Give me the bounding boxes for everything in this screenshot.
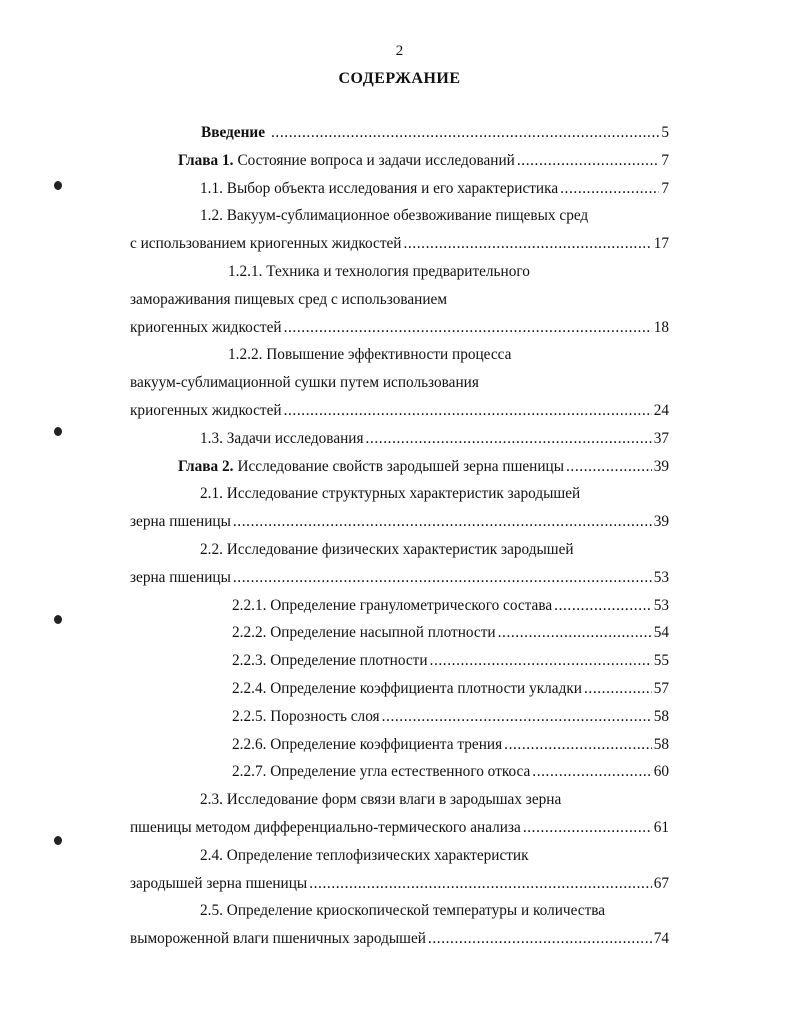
toc-entry-page: 24: [653, 401, 669, 419]
toc-entry-title: 2.2.7. Определение угла естественного откоса: [232, 763, 531, 781]
toc-entry-title: криогенных жидкостей: [130, 401, 282, 419]
toc-entry: [130, 458, 669, 486]
toc-entry: [130, 513, 669, 541]
toc-entry-title: 2.3. Исследование форм связи влаги в зародышах зерна: [200, 791, 562, 809]
leader-dots: [233, 569, 652, 587]
leader-dots: [584, 680, 652, 698]
toc-entry-page: 5: [661, 124, 669, 141]
toc-entry-page: 7: [661, 151, 669, 169]
toc-entry: [130, 819, 669, 847]
toc-entry-title: 2.1. Исследование структурных характеристик зародышей: [200, 485, 581, 503]
toc-entry: [130, 207, 669, 235]
toc-entry-title: 1.2. Вакуум-сублимационное обезвоживание пищевых сред: [200, 207, 589, 225]
toc-entry-title: с использованием криогенных жидкостей: [130, 235, 402, 253]
toc-entry-title: 2.2.3. Определение плотности: [232, 652, 428, 670]
leader-dots: [554, 597, 652, 615]
toc-entry-page: 67: [653, 874, 669, 892]
toc-entry-heading: Глава 1.: [178, 151, 234, 169]
toc-entry: [130, 402, 669, 430]
toc-entry: [130, 680, 669, 708]
toc-entry-page: 37: [653, 429, 669, 447]
toc-entry-title: вакуум-сублимационной сушки путем использования: [130, 374, 479, 392]
toc-entry: [130, 235, 669, 263]
toc-entry-title: 1.1. Выбор объекта исследования и его характеристика: [200, 179, 559, 197]
toc-entry: [130, 624, 669, 652]
toc-entry: [130, 485, 669, 513]
toc-entry-page: 58: [653, 735, 669, 753]
toc-entry: [130, 430, 669, 458]
punch-hole: [54, 181, 62, 190]
toc-entry-title: зерна пшеницы: [130, 568, 231, 586]
toc-entry-page: 55: [653, 652, 669, 670]
toc-entry: [130, 124, 669, 152]
leader-dots: [532, 763, 651, 781]
toc-entry-page: 53: [653, 568, 669, 586]
leader-dots: [428, 930, 652, 948]
toc-entry-page: 57: [653, 679, 669, 697]
toc-entry: [130, 791, 669, 819]
leader-dots: [284, 319, 652, 337]
toc-entry: [130, 346, 669, 374]
toc-entry-title: 2.2.2. Определение насыпной плотности: [232, 624, 496, 642]
toc-entry-title: 2.5. Определение криоскопической температуры и количества: [200, 902, 606, 920]
leader-dots: [517, 152, 659, 170]
leader-dots: [523, 819, 652, 837]
toc-entry: [130, 374, 669, 402]
toc-entry-page: 17: [653, 235, 669, 253]
leader-dots: [284, 402, 652, 420]
toc-entry-page: 18: [653, 318, 669, 336]
toc-entry-title: 2.4. Определение теплофизических характеристик: [200, 846, 529, 864]
toc-entry: [130, 180, 669, 208]
toc-entry-title: 2.2.5. Порозность слоя: [232, 707, 380, 725]
leader-dots: [430, 652, 652, 670]
table-of-contents: [130, 124, 669, 958]
toc-entry: [130, 902, 669, 930]
leader-dots: [366, 430, 652, 448]
punch-hole: [54, 615, 62, 624]
toc-entry-title: криогенных жидкостей: [130, 318, 282, 336]
toc-entry-title: пшеницы методом дифференциально-термического анализа: [130, 818, 521, 836]
page-number: 2: [395, 43, 404, 59]
toc-entry: [130, 847, 669, 875]
toc-entry-page: 61: [653, 818, 669, 836]
leader-dots: [403, 235, 651, 253]
toc-entry-page: 39: [653, 513, 669, 531]
toc-entry-page: 7: [661, 179, 669, 197]
toc-entry-title: 2.2.1. Определение гранулометрического состава: [232, 596, 553, 614]
leader-dots: [504, 736, 652, 754]
page-title: СОДЕРЖАНИЕ: [338, 70, 461, 87]
toc-entry-title: зародышей зерна пшеницы: [130, 874, 308, 892]
toc-entry-title: Состояние вопроса и задачи исследований: [237, 151, 515, 169]
toc-entry: [130, 263, 669, 291]
leader-dots: [566, 458, 652, 476]
toc-entry-title: замораживания пищевых сред с использованием: [130, 290, 448, 308]
toc-entry: [130, 763, 669, 791]
toc-entry: [130, 875, 669, 903]
toc-entry-title: 2.2.4. Определение коэффициента плотности укладки: [232, 679, 582, 697]
toc-entry: [130, 597, 669, 625]
leader-dots: [309, 875, 652, 893]
toc-entry: [130, 541, 669, 569]
toc-entry: [130, 152, 669, 180]
toc-entry-title: 1.2.1. Техника и технология предварительного: [228, 262, 530, 280]
toc-entry-page: 53: [653, 596, 669, 614]
toc-entry-page: 58: [653, 707, 669, 725]
toc-entry-title: Исследование свойств зародышей зерна пшеницы: [237, 457, 564, 475]
toc-entry: [130, 652, 669, 680]
toc-entry-title: 2.2.6. Определение коэффициента трения: [232, 735, 503, 753]
punch-hole: [54, 836, 62, 845]
toc-entry-page: 60: [653, 763, 669, 781]
leader-dots: [498, 624, 652, 642]
toc-entry-page: 54: [653, 624, 669, 642]
leader-dots: [560, 180, 659, 198]
toc-entry-title: 1.2.2. Повышение эффективности процесса: [228, 346, 512, 364]
toc-entry: [130, 930, 669, 958]
toc-entry-page: 74: [653, 930, 669, 948]
toc-entry: [130, 708, 669, 736]
punch-hole: [54, 427, 62, 436]
toc-entry-title: 1.3. Задачи исследования: [200, 429, 364, 447]
leader-dots: [271, 124, 659, 142]
leader-dots: [233, 513, 652, 531]
toc-entry-title: 2.2. Исследование физических характеристик зародышей: [200, 540, 574, 558]
toc-entry-title: вымороженной влаги пшеничных зародышей: [130, 930, 426, 948]
toc-entry: [130, 291, 669, 319]
leader-dots: [382, 708, 652, 726]
toc-entry-page: 39: [653, 457, 669, 475]
toc-entry: [130, 569, 669, 597]
toc-entry-title: зерна пшеницы: [130, 513, 231, 531]
toc-entry: [130, 319, 669, 347]
toc-entry-heading: Глава 2.: [178, 457, 234, 475]
toc-entry: [130, 736, 669, 764]
toc-entry-heading: Введение: [201, 124, 265, 141]
